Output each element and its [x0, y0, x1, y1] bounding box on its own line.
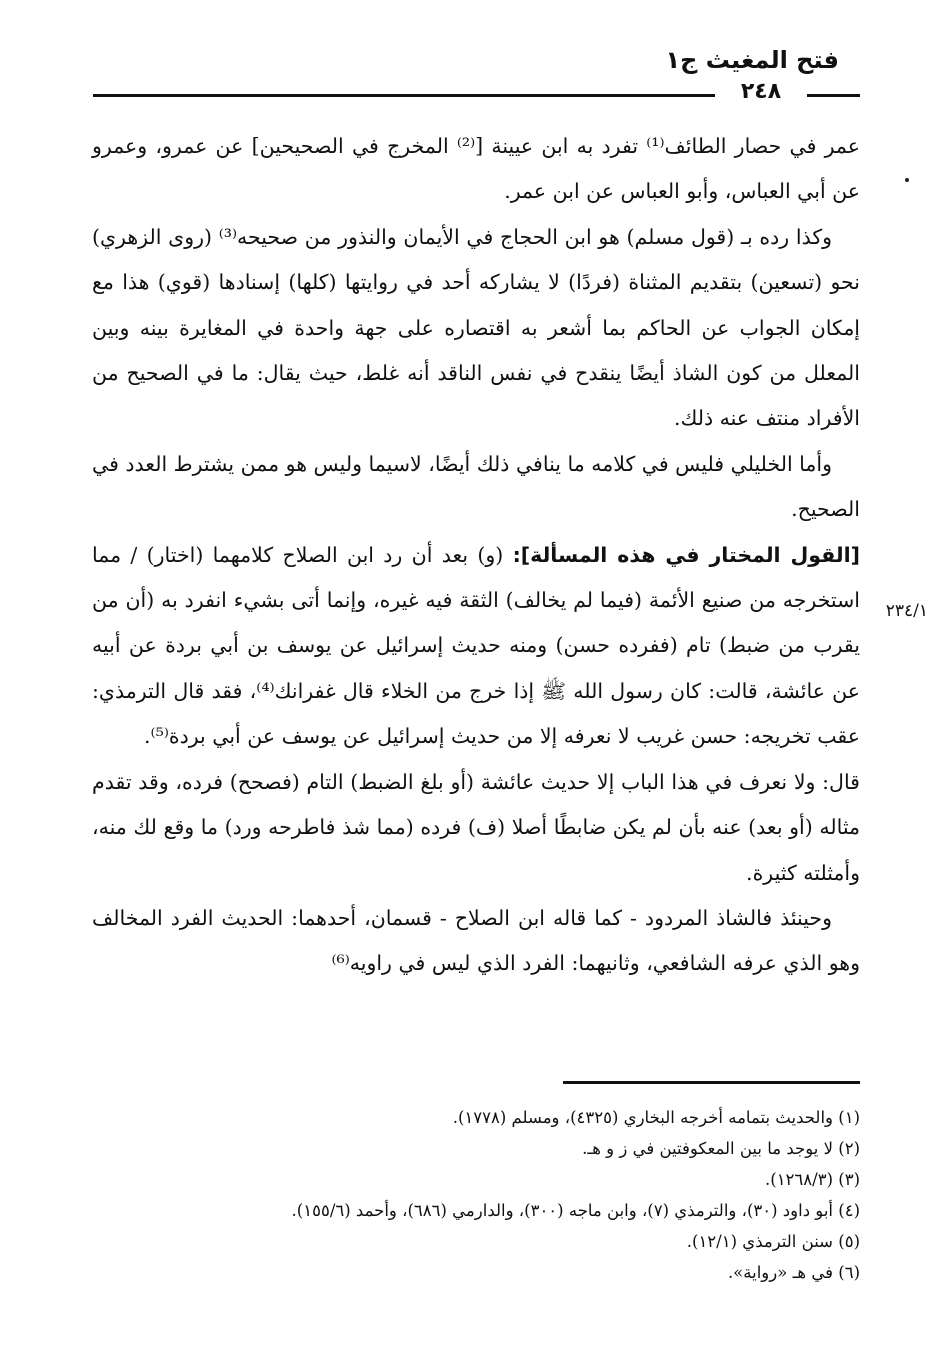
page-number: ٢٤٨ [740, 79, 782, 104]
footnote-6: (٦) في هـ «رواية». [727, 1263, 860, 1282]
section-heading: [القول المختار في هذه المسألة]: [512, 542, 860, 567]
header-rule-short [807, 94, 860, 97]
footnotes [92, 1102, 860, 1288]
paragraph-1: عمر في حصار الطائف⁽¹⁾ تفرد به ابن عيينة [⁽²⁾ المخرج في الصحيحين] عن عمرو، وعمرو عن أبي العباس، وأبو العباس عن ابن عمر. [92, 134, 860, 204]
paragraph-6: وحينئذ فالشاذ المردود - كما قاله ابن الصلاح - قسمان، أحدهما: الحديث الفرد المخالف وهو الذي عرفه الشافعي، وثانيهما: الفرد الذي ليس في راويه⁽⁶⁾ [92, 905, 860, 976]
running-title: فتح المغيث ج١ [665, 46, 839, 74]
paragraph-4 [92, 533, 860, 760]
footnote-5: (٥) سنن الترمذي (١٢/١). [686, 1232, 860, 1251]
paragraph-4-text: (و) بعد أن رد ابن الصلاح كلامهما (اختار) / مما استخرجه من صنيع الأئمة (فيما لم يخالف) الثقة فيه غيره، وإنما أتى بشيء انفرد به (أن من يقرب من ضبط) تام (ففرده حسن) ومنه حديث إسرائيل عن يوسف بن أبي بردة عن أبيه عن عائشة، قالت: كان رسول الله ﷺ إذا خرج من الخلاء قال غفرانك⁽⁴⁾، فقد قال الترمذي: عقب تخريجه: حسن غريب لا نعرفه إلا من حديث إسرائيل عن يوسف عن أبي بردة⁽⁵⁾. [92, 542, 861, 749]
footnote-4: (٤) أبو داود (٣٠)، والترمذي (٧)، وابن ماجه (٣٠٠)، والدارمي (٦٨٦)، وأحمد (١٥٥/٦). [291, 1201, 860, 1220]
margin-dot [905, 178, 909, 182]
footnote-1: (١) والحديث بتمامه أخرجه البخاري (٤٣٢٥)، ومسلم (١٧٧٨). [452, 1108, 860, 1127]
paragraph-5: قال: ولا نعرف في هذا الباب إلا حديث عائشة (أو بلغ الضبط) التام (فصحح) فرده، وقد تقدم مثاله (أو بعد) عنه بأن لم يكن ضابطًا أصلا (ف) فرده (مما شذ فاطرحه ورد) ما وقع لك منه، وأمثلته كثيرة. [92, 769, 860, 885]
footnote-3: (٣) (١٢٦٨/٣). [765, 1170, 860, 1189]
footnote-separator [563, 1081, 860, 1084]
paragraph-3: وأما الخليلي فليس في كلامه ما ينافي ذلك أيضًا، لاسيما وليس هو ممن يشترط العدد في الصحيح. [92, 451, 860, 522]
footnote-2: (٢) لا يوجد ما بين المعكوفتين في ز و هـ. [582, 1139, 860, 1158]
main-text [92, 124, 860, 987]
paragraph-2: وكذا رده بـ (قول مسلم) هو ابن الحجاج في الأيمان والنذور من صحيحه⁽³⁾ (روى الزهري) نحو (تسعين) بتقديم المثناة (فردًا) لا يشاركه أحد في روايتها (كلها) إسنادها (قوي) هذا مع إمكان الجواب عن الحاكم بما أشعر به اقتصاره على جهة واحدة في المغايرة بينه وبين المعلل من كون الشاذ أيضًا ينقدح في نفس الناقد أنه غلط، حيث يقال: ما في الصحيح من الأفراد منتف عنه ذلك. [92, 224, 860, 431]
margin-reference: ٢٣٤/١ [885, 601, 928, 621]
header-rule [93, 94, 715, 97]
